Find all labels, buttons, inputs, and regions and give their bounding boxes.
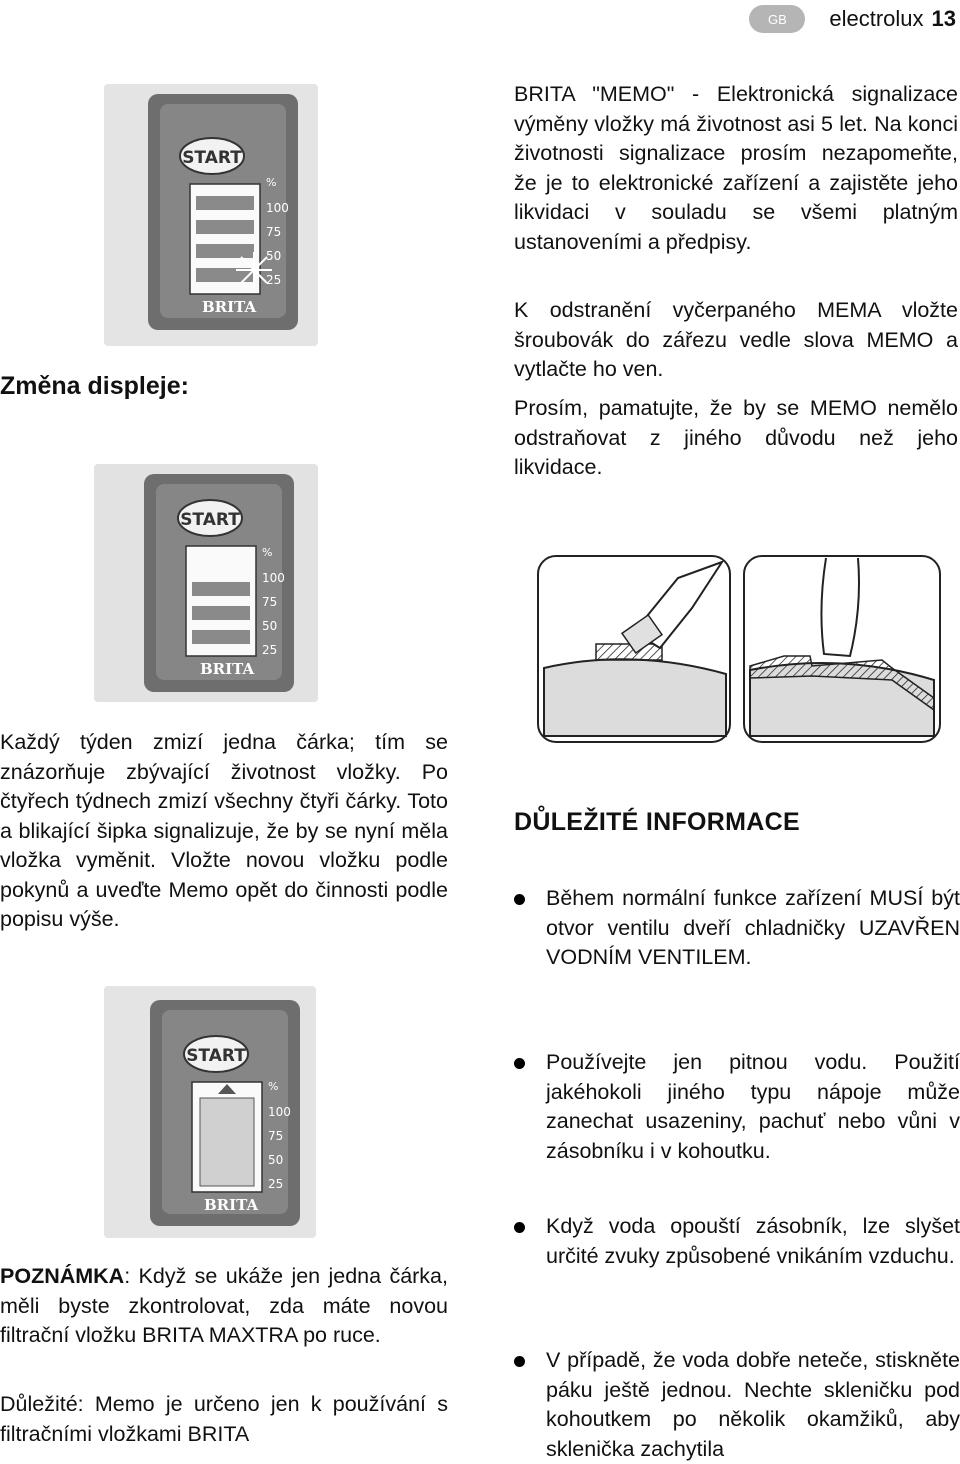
brand-name: electrolux	[829, 6, 924, 31]
svg-text:50: 50	[262, 619, 278, 633]
list-item-text: V případě, že voda dobře neteče, stiskněte páku ještě jednou. Nechte skleničku pod kohoutkem po několik okamžiků, aby sklenička zachytila	[546, 1348, 960, 1461]
svg-text:100: 100	[266, 201, 289, 215]
bullet-icon	[514, 1356, 525, 1367]
memo-intro-text: BRITA "MEMO" - Elektronická signalizace výměny vložky má životnost asi 5 let. Na konci životnosti signalizace prosím nezapomeňte, že je to elektronické zařízení a zajistěte jeho likvidaci v souladu se všemi platným ustanoveními a předpisy.	[514, 82, 958, 254]
svg-text:25: 25	[268, 1177, 284, 1191]
important-info-heading: DŮLEŽITÉ INFORMACE	[514, 808, 800, 836]
memo-display-full	[104, 84, 318, 346]
note-label: POZNÁMKA	[0, 1264, 125, 1288]
svg-text:START: START	[182, 148, 242, 168]
svg-text:BRITA: BRITA	[204, 1196, 259, 1214]
memo-removal-illustration	[522, 548, 942, 746]
svg-text:BRITA: BRITA	[202, 298, 257, 316]
language-badge: GB	[749, 5, 805, 33]
svg-text:75: 75	[262, 595, 278, 609]
svg-text:%: %	[266, 176, 277, 189]
list-item-text: Během normální funkce zařízení MUSÍ být otvor ventilu dveří chladničky UZAVŘEN VODNÍM VENTILEM.	[546, 886, 960, 969]
svg-text:50: 50	[266, 249, 282, 263]
svg-text:%: %	[262, 546, 273, 559]
svg-text:100: 100	[268, 1105, 291, 1119]
note-text	[0, 1262, 448, 1351]
memo-display-empty	[104, 986, 316, 1238]
svg-text:75: 75	[266, 225, 282, 239]
section-label: Změna displeje:	[0, 372, 189, 400]
svg-text:25: 25	[262, 643, 278, 657]
memo-display-three-bars	[94, 464, 318, 702]
bullet-icon	[514, 1222, 525, 1233]
svg-text:%: %	[268, 1080, 279, 1093]
memo-removal-text: K odstranění vyčerpaného MEMA vložte šroubovák do zářezu vedle slova MEMO a vytlačte ho ven.	[514, 298, 958, 381]
svg-text:50: 50	[268, 1153, 284, 1167]
note-body: : Když se ukáže jen jedna čárka, měli byste zkontrolovat, zda máte novou filtrační vložku BRITA MAXTRA po ruce.	[0, 1264, 448, 1347]
svg-text:75: 75	[268, 1129, 284, 1143]
svg-text:BRITA: BRITA	[200, 660, 255, 678]
svg-text:START: START	[186, 1046, 246, 1066]
memo-warning-text: Prosím, pamatujte, že by se MEMO nemělo odstraňovat z jiného důvodu než jeho likvidace.	[514, 396, 958, 479]
svg-text:100: 100	[262, 571, 285, 585]
bullet-icon	[514, 894, 525, 905]
page-header	[749, 4, 960, 34]
weekly-bar-text: Každý týden zmizí jedna čárka; tím se znázorňuje zbývající životnost vložky. Po čtyřech týdnech zmizí všechny čtyři čárky. Toto a blikající šipka signalizuje, že by se nyní měla vložka vyměnit. Vložte novou vložku podle pokynů a uveďte Memo opět do činnosti podle popisu výše.	[0, 730, 448, 931]
note-important-text: Důležité: Memo je určeno jen k používání s filtračními vložkami BRITA	[0, 1392, 448, 1446]
list-item-text: Používejte jen pitnou vodu. Použití jakéhokoli jiného typu nápoje může zanechat usazeniny, pachuť nebo vůni v zásobníku i v kohoutku.	[546, 1050, 960, 1163]
page-number: 13	[931, 6, 956, 31]
list-item-text: Když voda opouští zásobník, lze slyšet určité zvuky způsobené vnikáním vzduchu.	[546, 1214, 960, 1268]
svg-text:25: 25	[266, 273, 282, 287]
bullet-icon	[514, 1058, 525, 1069]
svg-text:START: START	[180, 510, 240, 530]
